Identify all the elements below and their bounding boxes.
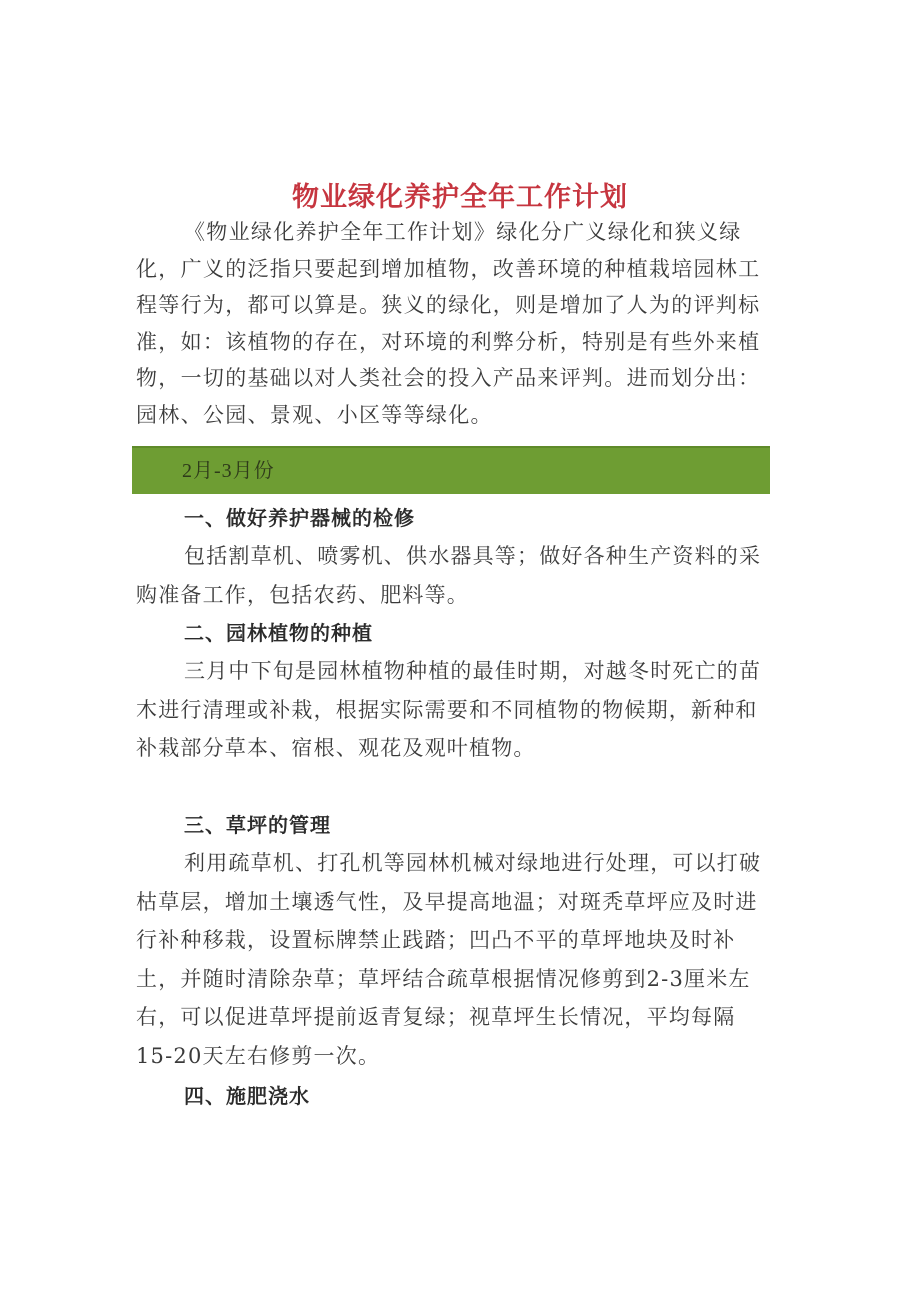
section-heading-fertilize: 四、施肥浇水 <box>184 1084 310 1108</box>
section-heading-lawn: 三、草坪的管理 <box>184 813 331 837</box>
section-heading-planting: 二、园林植物的种植 <box>184 621 373 645</box>
section-body-lawn: 利用疏草机、打孔机等园林机械对绿地进行处理，可以打破枯草层，增加土壤透气性，及早提高地温；对斑秃草坪应及时进行补种移栽，设置标牌禁止践踏；凹凸不平的草坪地块及时补土，并随时清除杂草；草坪结合疏草根据情况修剪到2-3厘米左右，可以促进草坪提前返青复绿；视草坪生长情况，平均每隔15-20天左右修剪一次。 <box>136 851 762 1068</box>
section-heading-equipment: 一、做好养护器械的检修 <box>184 506 415 530</box>
period-banner-label: 2月-3月份 <box>182 460 275 482</box>
intro-paragraph: 《物业绿化养护全年工作计划》绿化分广义绿化和狭义绿化，广义的泛指只要起到增加植物，改善环境的种植栽培园林工程等行为，都可以算是。狭义的绿化，则是增加了人为的评判标准，如：该植物的存在，对环境的利弊分析，特别是有些外来植物，一切的基础以对人类社会的投入产品来评判。进而划分出：园林、公园、景观、小区等等绿化。 <box>136 220 761 427</box>
section-body-equipment: 包括割草机、喷雾机、供水器具等；做好各种生产资料的采购准备工作，包括农药、肥料等。 <box>136 544 762 607</box>
document-title: 物业绿化养护全年工作计划 <box>292 182 628 214</box>
period-banner <box>132 446 770 494</box>
section-body-planting: 三月中下旬是园林植物种植的最佳时期，对越冬时死亡的苗木进行清理或补栽，根据实际需要和不同植物的物候期，新种和补栽部分草本、宿根、观花及观叶植物。 <box>136 659 762 760</box>
